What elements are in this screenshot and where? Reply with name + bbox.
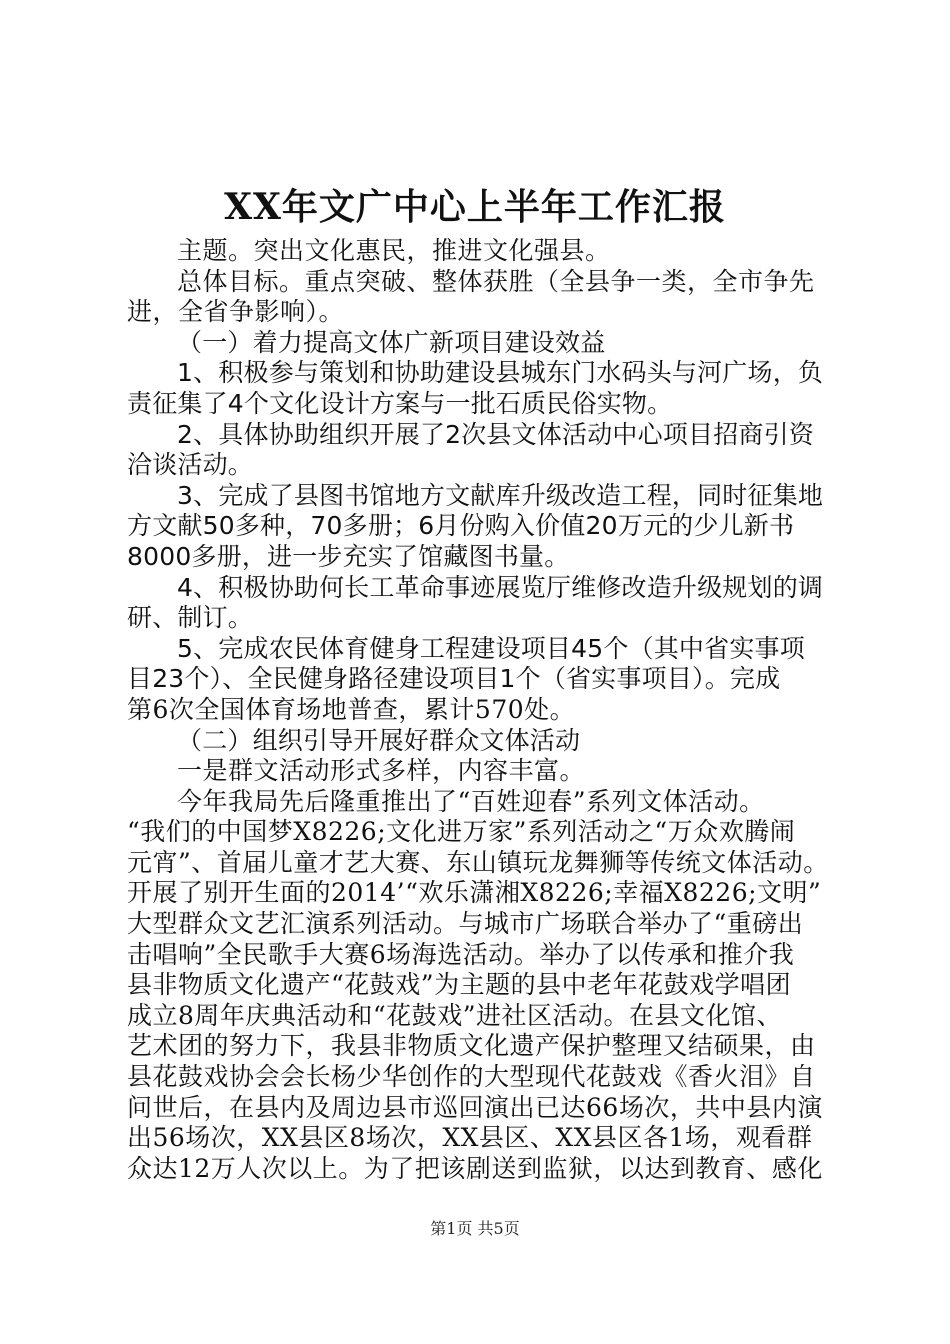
paragraph-line: 一是群文活动形式多样，内容丰富。: [177, 756, 586, 786]
paragraph-line: 击唱响”全民歌手大赛6场海选活动。举办了以传承和推介我: [127, 939, 795, 969]
paragraph-line: 责征集了4个文化设计方案与一批石质民俗实物。: [127, 388, 673, 418]
paragraph-line: 问世后，在县内及周边县市巡回演出已达66场次，共中县内演: [127, 1092, 823, 1122]
document-title: XX年文广中心上半年工作汇报: [224, 186, 726, 228]
paragraph-line: “我们的中国梦X8226;文化进万家”系列活动之“万众欢腾闹: [127, 817, 796, 847]
paragraph-line: 第6次全国体育场地普查，累计570处。: [127, 694, 576, 724]
paragraph-line: 进，全省争影响）。: [127, 297, 345, 327]
section-heading: （一）着力提高文体广新项目建设效益: [177, 327, 606, 357]
paragraph-line: 出56场次，XX县区8场次，XX县区、XX县区各1场，观看群: [127, 1123, 813, 1153]
paragraph-line: 众达12万人次以上。为了把该剧送到监狱，以达到教育、感化: [127, 1153, 823, 1183]
paragraph-line: 艺术团的努力下，我县非物质文化遗产保护整理又结硕果，由: [127, 1031, 816, 1061]
paragraph-line: 8000多册，进一步充实了馆藏图书量。: [127, 541, 570, 571]
paragraph-line: 元宵”、首届儿童才艺大赛、东山镇玩龙舞狮等传统文体活动。: [127, 847, 829, 877]
paragraph-line: 3、完成了县图书馆地方文献库升级改造工程，同时征集地: [177, 480, 824, 510]
paragraph-line: 洽谈活动。: [127, 450, 254, 480]
paragraph-line: 县花鼓戏协会会长杨少华创作的大型现代花鼓戏《香火泪》自: [127, 1062, 816, 1092]
paragraph-line: 4、积极协助何长工革命事迹展览厅维修改造升级规划的调: [177, 572, 824, 602]
paragraph-line: 主题。突出文化惠民，推进文化强县。: [177, 236, 611, 265]
paragraph-line: 县非物质文化遗产“花鼓戏”为主题的县中老年花鼓戏学唱团: [127, 970, 792, 1000]
paragraph-line: 方文献50多种，70多册；6月份购入价值20万元的少儿新书: [127, 511, 795, 541]
paragraph-line: 总体目标。重点突破、整体获胜（全县争一类，全市争先: [177, 266, 815, 296]
paragraph-line: 目23个）、全民健身路径建设项目1个（省实事项目）。完成: [127, 664, 781, 694]
paragraph-line: 开展了别开生面的2014’“欢乐潇湘X8226;幸福X8226;文明”: [127, 878, 822, 908]
document-body: [127, 236, 835, 1184]
paragraph-line: 2、具体协助组织开展了2次县文体活动中心项目招商引资: [177, 419, 815, 449]
paragraph-line: 5、完成农民体育健身工程建设项目45个（其中省实事项: [177, 633, 805, 663]
paragraph-line: 1、积极参与策划和协助建设县城东门水码头与河广场，负: [177, 358, 824, 388]
paragraph-line: 成立8周年庆典活动和“花鼓戏”进社区活动。在县文化馆、: [127, 1000, 782, 1030]
paragraph-line: 大型群众文艺汇演系列活动。与城市广场联合举办了“重磅出: [127, 909, 804, 939]
page-number: 第1页 共5页: [430, 1219, 520, 1238]
paragraph-line: 今年我局先后隆重推出了“百姓迎春”系列文体活动。: [177, 786, 765, 816]
section-heading: （二）组织引导开展好群众文体活动: [177, 725, 581, 755]
paragraph-line: 研、制订。: [127, 603, 254, 633]
